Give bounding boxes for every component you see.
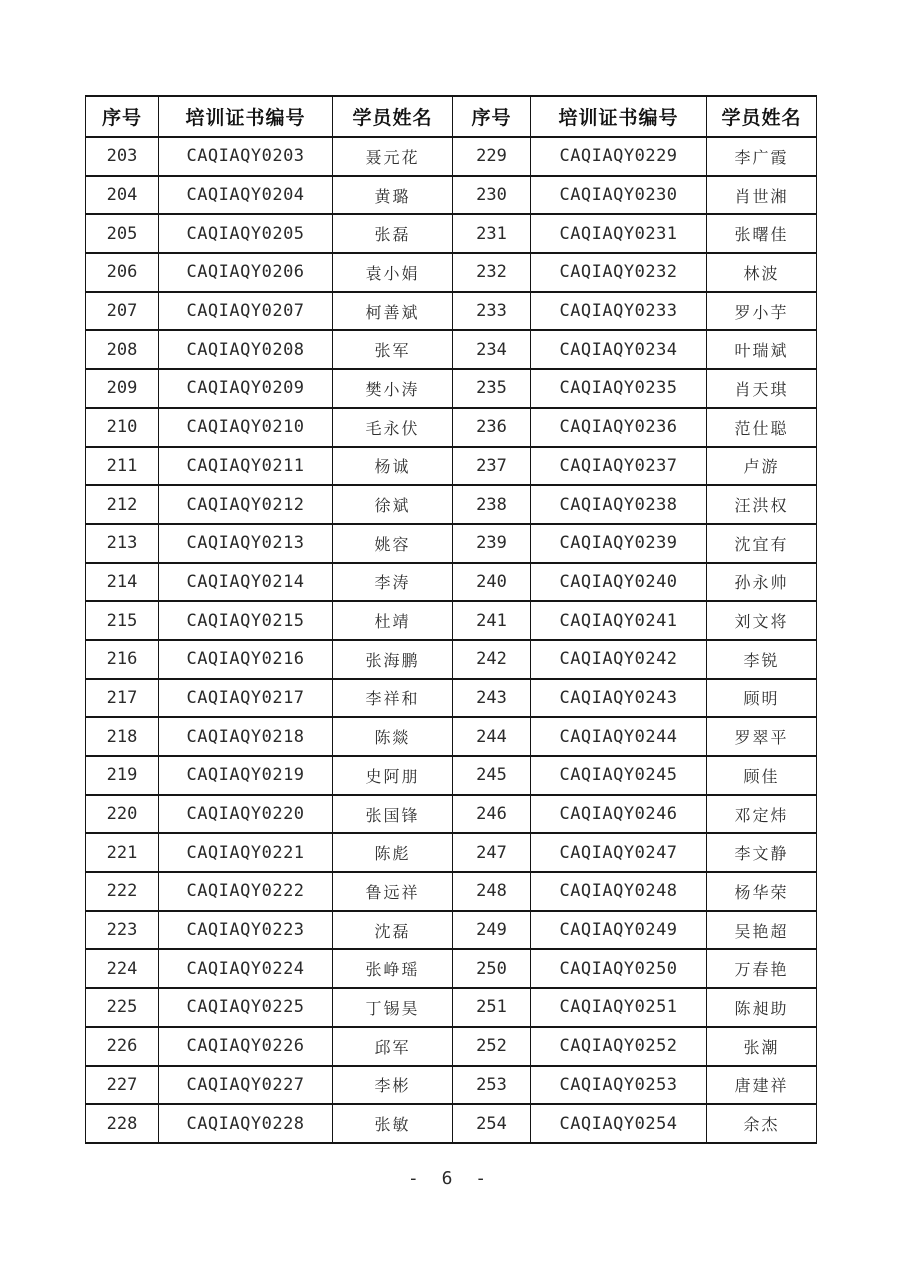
serial-number-left: 214 (86, 563, 159, 602)
serial-number-right: 237 (453, 447, 531, 486)
trainee-name-left: 张海鹏 (333, 640, 453, 679)
serial-number-left: 226 (86, 1027, 159, 1066)
certificate-number-left: CAQIAQY0228 (159, 1104, 333, 1143)
certificate-number-right: CAQIAQY0254 (531, 1104, 707, 1143)
trainee-name-right: 张潮 (707, 1027, 817, 1066)
trainee-name-left: 张军 (333, 330, 453, 369)
serial-number-right: 250 (453, 949, 531, 988)
table-row (86, 176, 817, 215)
certificate-number-left: CAQIAQY0209 (159, 369, 333, 408)
trainee-name-left: 陈彪 (333, 833, 453, 872)
serial-number-right: 248 (453, 872, 531, 911)
certificate-number-right: CAQIAQY0235 (531, 369, 707, 408)
trainee-name-left: 毛永伏 (333, 408, 453, 447)
table-row (86, 1066, 817, 1105)
trainee-certificate-table (85, 95, 817, 1144)
trainee-name-left: 张磊 (333, 214, 453, 253)
table-row (86, 833, 817, 872)
serial-number-right: 243 (453, 679, 531, 718)
serial-number-right: 246 (453, 795, 531, 834)
trainee-name-left: 聂元花 (333, 137, 453, 176)
certificate-number-left: CAQIAQY0214 (159, 563, 333, 602)
table-row (86, 408, 817, 447)
table-row (86, 911, 817, 950)
table-row (86, 1104, 817, 1143)
table-row (86, 563, 817, 602)
trainee-name-right: 李文静 (707, 833, 817, 872)
trainee-name-left: 黄璐 (333, 176, 453, 215)
certificate-number-right: CAQIAQY0229 (531, 137, 707, 176)
serial-number-right: 239 (453, 524, 531, 563)
serial-number-left: 213 (86, 524, 159, 563)
certificate-number-left: CAQIAQY0219 (159, 756, 333, 795)
trainee-name-left: 李彬 (333, 1066, 453, 1105)
trainee-name-right: 肖天琪 (707, 369, 817, 408)
certificate-number-right: CAQIAQY0244 (531, 717, 707, 756)
trainee-name-left: 史阿朋 (333, 756, 453, 795)
certificate-number-left: CAQIAQY0226 (159, 1027, 333, 1066)
serial-number-left: 220 (86, 795, 159, 834)
certificate-number-right: CAQIAQY0248 (531, 872, 707, 911)
table-row (86, 214, 817, 253)
serial-number-left: 219 (86, 756, 159, 795)
certificate-number-left: CAQIAQY0216 (159, 640, 333, 679)
serial-number-right: 229 (453, 137, 531, 176)
serial-number-left: 204 (86, 176, 159, 215)
certificate-number-right: CAQIAQY0233 (531, 292, 707, 331)
certificate-number-right: CAQIAQY0239 (531, 524, 707, 563)
certificate-number-right: CAQIAQY0246 (531, 795, 707, 834)
trainee-name-right: 林波 (707, 253, 817, 292)
serial-number-left: 210 (86, 408, 159, 447)
serial-number-left: 222 (86, 872, 159, 911)
trainee-name-left: 柯善斌 (333, 292, 453, 331)
certificate-number-right: CAQIAQY0238 (531, 485, 707, 524)
certificate-number-left: CAQIAQY0215 (159, 601, 333, 640)
certificate-number-left: CAQIAQY0213 (159, 524, 333, 563)
trainee-name-right: 顾明 (707, 679, 817, 718)
certificate-number-right: CAQIAQY0232 (531, 253, 707, 292)
trainee-name-right: 刘文将 (707, 601, 817, 640)
trainee-name-left: 樊小涛 (333, 369, 453, 408)
certificate-number-left: CAQIAQY0220 (159, 795, 333, 834)
table-row (86, 253, 817, 292)
certificate-number-left: CAQIAQY0204 (159, 176, 333, 215)
serial-number-right: 234 (453, 330, 531, 369)
trainee-name-left: 张国锋 (333, 795, 453, 834)
serial-number-right: 251 (453, 988, 531, 1027)
serial-number-right: 233 (453, 292, 531, 331)
certificate-number-right: CAQIAQY0242 (531, 640, 707, 679)
trainee-name-right: 孙永帅 (707, 563, 817, 602)
certificate-number-right: CAQIAQY0247 (531, 833, 707, 872)
table-row (86, 872, 817, 911)
serial-number-right: 247 (453, 833, 531, 872)
header-name-left: 学员姓名 (333, 96, 453, 137)
trainee-name-right: 万春艳 (707, 949, 817, 988)
header-certificate-left: 培训证书编号 (159, 96, 333, 137)
serial-number-left: 206 (86, 253, 159, 292)
trainee-name-right: 李广霞 (707, 137, 817, 176)
serial-number-left: 218 (86, 717, 159, 756)
certificate-number-right: CAQIAQY0243 (531, 679, 707, 718)
serial-number-right: 231 (453, 214, 531, 253)
trainee-name-left: 张峥瑶 (333, 949, 453, 988)
serial-number-right: 238 (453, 485, 531, 524)
table-row (86, 447, 817, 486)
serial-number-left: 217 (86, 679, 159, 718)
header-serial-left: 序号 (86, 96, 159, 137)
table-row (86, 292, 817, 331)
table-row (86, 717, 817, 756)
trainee-name-right: 卢游 (707, 447, 817, 486)
trainee-name-left: 鲁远祥 (333, 872, 453, 911)
table-row (86, 369, 817, 408)
header-certificate-right: 培训证书编号 (531, 96, 707, 137)
certificate-number-left: CAQIAQY0212 (159, 485, 333, 524)
table-row (86, 601, 817, 640)
serial-number-left: 228 (86, 1104, 159, 1143)
trainee-name-right: 叶瑞斌 (707, 330, 817, 369)
trainee-name-right: 陈昶助 (707, 988, 817, 1027)
certificate-number-right: CAQIAQY0252 (531, 1027, 707, 1066)
serial-number-right: 236 (453, 408, 531, 447)
header-serial-right: 序号 (453, 96, 531, 137)
serial-number-left: 221 (86, 833, 159, 872)
certificate-number-right: CAQIAQY0250 (531, 949, 707, 988)
trainee-name-left: 李祥和 (333, 679, 453, 718)
serial-number-left: 215 (86, 601, 159, 640)
trainee-name-right: 李锐 (707, 640, 817, 679)
table-row (86, 640, 817, 679)
trainee-name-right: 范仕聪 (707, 408, 817, 447)
serial-number-left: 227 (86, 1066, 159, 1105)
trainee-name-right: 沈宜有 (707, 524, 817, 563)
certificate-number-left: CAQIAQY0208 (159, 330, 333, 369)
serial-number-left: 211 (86, 447, 159, 486)
serial-number-right: 240 (453, 563, 531, 602)
trainee-name-right: 张曙佳 (707, 214, 817, 253)
serial-number-right: 253 (453, 1066, 531, 1105)
serial-number-right: 245 (453, 756, 531, 795)
trainee-name-left: 沈磊 (333, 911, 453, 950)
trainee-name-right: 罗翠平 (707, 717, 817, 756)
header-name-right: 学员姓名 (707, 96, 817, 137)
serial-number-left: 209 (86, 369, 159, 408)
trainee-name-right: 罗小芋 (707, 292, 817, 331)
certificate-number-left: CAQIAQY0217 (159, 679, 333, 718)
trainee-name-left: 袁小娟 (333, 253, 453, 292)
table-row (86, 949, 817, 988)
trainee-name-left: 杨诚 (333, 447, 453, 486)
trainee-name-left: 徐斌 (333, 485, 453, 524)
table-row (86, 524, 817, 563)
certificate-number-left: CAQIAQY0225 (159, 988, 333, 1027)
table-row (86, 330, 817, 369)
certificate-number-right: CAQIAQY0240 (531, 563, 707, 602)
trainee-name-left: 张敏 (333, 1104, 453, 1143)
serial-number-left: 225 (86, 988, 159, 1027)
certificate-number-left: CAQIAQY0222 (159, 872, 333, 911)
certificate-number-left: CAQIAQY0223 (159, 911, 333, 950)
serial-number-right: 242 (453, 640, 531, 679)
serial-number-left: 208 (86, 330, 159, 369)
certificate-number-left: CAQIAQY0211 (159, 447, 333, 486)
serial-number-right: 230 (453, 176, 531, 215)
trainee-name-right: 杨华荣 (707, 872, 817, 911)
serial-number-right: 232 (453, 253, 531, 292)
serial-number-right: 249 (453, 911, 531, 950)
certificate-number-left: CAQIAQY0207 (159, 292, 333, 331)
trainee-name-right: 唐建祥 (707, 1066, 817, 1105)
page-number: - 6 - (407, 1168, 493, 1189)
table-row (86, 756, 817, 795)
table-row (86, 485, 817, 524)
table-row (86, 679, 817, 718)
certificate-number-right: CAQIAQY0236 (531, 408, 707, 447)
table-row (86, 988, 817, 1027)
serial-number-left: 212 (86, 485, 159, 524)
serial-number-left: 203 (86, 137, 159, 176)
certificate-number-right: CAQIAQY0230 (531, 176, 707, 215)
trainee-name-right: 吴艳超 (707, 911, 817, 950)
trainee-name-right: 汪洪权 (707, 485, 817, 524)
trainee-name-left: 陈燚 (333, 717, 453, 756)
table-body (86, 137, 817, 1143)
serial-number-right: 244 (453, 717, 531, 756)
certificate-number-right: CAQIAQY0234 (531, 330, 707, 369)
trainee-name-right: 邓定炜 (707, 795, 817, 834)
trainee-name-right: 余杰 (707, 1104, 817, 1143)
certificate-number-left: CAQIAQY0218 (159, 717, 333, 756)
trainee-name-left: 邱军 (333, 1027, 453, 1066)
certificate-number-left: CAQIAQY0221 (159, 833, 333, 872)
trainee-name-left: 丁锡昊 (333, 988, 453, 1027)
serial-number-right: 252 (453, 1027, 531, 1066)
serial-number-left: 224 (86, 949, 159, 988)
table-row (86, 137, 817, 176)
trainee-name-left: 姚容 (333, 524, 453, 563)
trainee-name-left: 李涛 (333, 563, 453, 602)
serial-number-left: 223 (86, 911, 159, 950)
serial-number-right: 241 (453, 601, 531, 640)
certificate-number-left: CAQIAQY0205 (159, 214, 333, 253)
trainee-name-right: 肖世湘 (707, 176, 817, 215)
certificate-number-left: CAQIAQY0210 (159, 408, 333, 447)
table-row (86, 795, 817, 834)
certificate-number-right: CAQIAQY0249 (531, 911, 707, 950)
certificate-number-left: CAQIAQY0203 (159, 137, 333, 176)
serial-number-left: 216 (86, 640, 159, 679)
certificate-number-right: CAQIAQY0241 (531, 601, 707, 640)
table-header-row (86, 96, 817, 137)
serial-number-left: 205 (86, 214, 159, 253)
serial-number-right: 235 (453, 369, 531, 408)
serial-number-left: 207 (86, 292, 159, 331)
certificate-number-right: CAQIAQY0253 (531, 1066, 707, 1105)
certificate-number-right: CAQIAQY0237 (531, 447, 707, 486)
certificate-number-left: CAQIAQY0206 (159, 253, 333, 292)
table-row (86, 1027, 817, 1066)
trainee-name-right: 顾佳 (707, 756, 817, 795)
serial-number-right: 254 (453, 1104, 531, 1143)
trainee-name-left: 杜靖 (333, 601, 453, 640)
certificate-number-left: CAQIAQY0224 (159, 949, 333, 988)
certificate-number-right: CAQIAQY0245 (531, 756, 707, 795)
certificate-number-left: CAQIAQY0227 (159, 1066, 333, 1105)
certificate-number-right: CAQIAQY0251 (531, 988, 707, 1027)
certificate-number-right: CAQIAQY0231 (531, 214, 707, 253)
